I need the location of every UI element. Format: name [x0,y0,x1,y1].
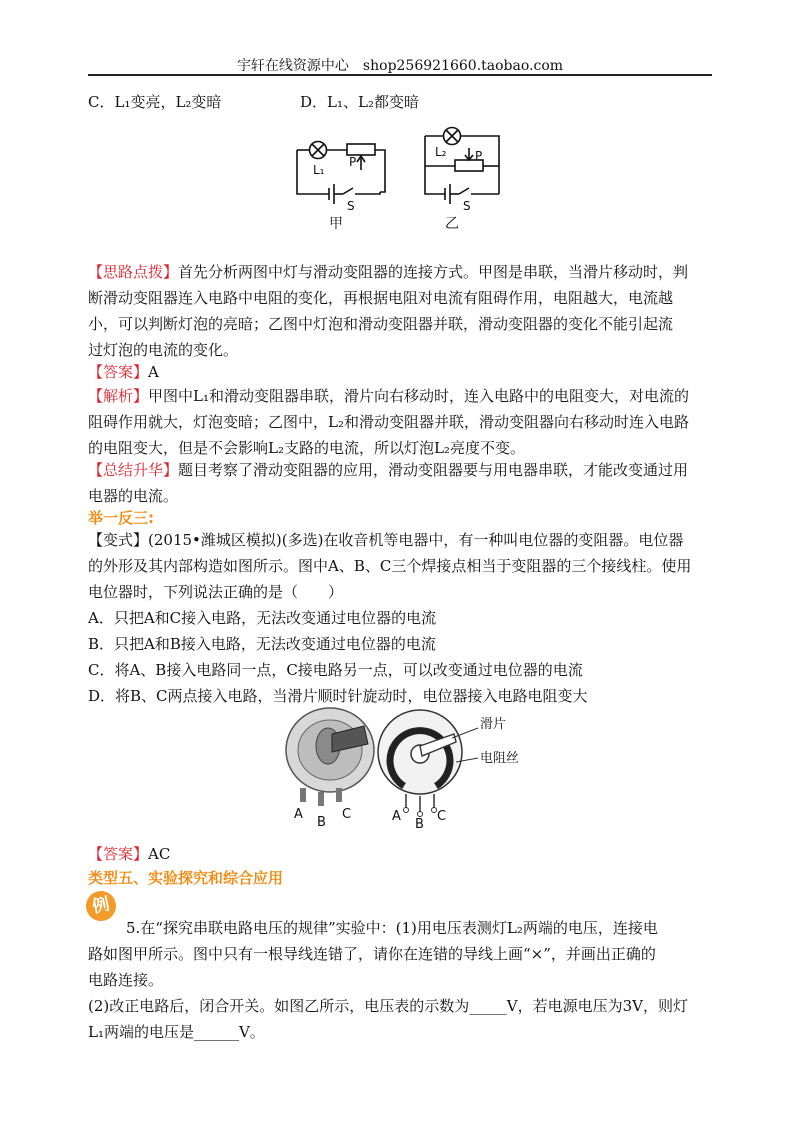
bianshi-line-2: 的外形及其内部构造如图所示。图中A、B、C三个焊接点相当于变阻器的三个接线柱。使用 [88,557,692,575]
switch-icon [459,188,469,194]
jiexi-line-3: 的电阻变大，但是不会影响L₂支路的电流，所以灯泡L₂亮度不变。 [88,439,525,457]
rheostat-icon [347,144,375,155]
label-b-left: B [317,815,326,830]
option-c: C．L₁变亮，L₂变暗 [88,93,222,111]
circuit-jia [297,142,385,205]
potentiometer-exterior [286,708,374,806]
practice-answer [88,844,170,864]
label-l2: L₂ [435,145,447,159]
label-jia: 甲 [329,216,343,232]
circuit-yi [425,128,499,205]
label-a-left: A [294,807,303,822]
silu-line-3: 小，可以判断灯泡的亮暗；乙图中灯泡和滑动变阻器并联，滑动变阻器的变化不能引起流 [88,315,674,333]
example-badge: 例 [83,888,119,924]
potentiometer-figure [280,700,540,830]
potentiometer-interior [378,710,478,817]
bianshi-line-3: 电位器时，下列说法正确的是（ ） [88,583,344,601]
header-rule [88,74,712,76]
option-d: D．L₁、L₂都变暗 [300,93,419,111]
silu-line-1: 【思路点拨】首先分析两图中灯与滑动变阻器的连接方式。甲图是串联，当滑片移动时，判 [88,263,689,281]
label-s2: S [463,199,471,213]
label-b-right: B [415,817,424,830]
practice-option-b: B．只把A和B接入电路，无法改变通过电位器的电流 [88,635,436,653]
jiexi-line-1: 【解析】甲图中L₁和滑动变阻器串联，滑片向右移动时，连入电路中的电阻变大，对电流的 [88,387,689,405]
practice-answer-tag: 【答案】 [88,845,149,863]
jiexi-line-2: 阻碍作用就大，灯泡变暗；乙图中，L₂和滑动变阻器并联，滑动变阻器向右移动时连入电路 [88,413,689,431]
zongjie-tag: 【总结升华】 [88,461,179,479]
page-header: 宇轩在线资源中心 shop256921660.taobao.com [236,58,564,74]
silu-tag: 【思路点拨】 [88,263,179,281]
label-p2: P [475,149,483,163]
silu-line-4: 过灯泡的电流的变化。 [88,341,239,359]
label-c-left: C [342,807,352,822]
practice-answer-value: AC [148,845,171,863]
practice-option-d: D．将B、C两点接入电路，当滑片顺时针旋动时，电位器接入电路电阻变大 [88,687,588,705]
answer-value: A [148,363,159,381]
practice-option-c: C．将A、B接入电路同一点，C接电路另一点，可以改变通过电位器的电流 [88,661,583,679]
practice-option-a: A．只把A和C接入电路，无法改变通过电位器的电流 [88,609,437,627]
label-s1: S [347,199,355,213]
section5-line-4: (2)改正电路后，闭合开关。如图乙所示，电压表的示数为_____V，若电源电压为3V，则灯 [88,997,688,1015]
label-yi: 乙 [445,216,459,232]
label-p1: P [349,155,357,169]
switch-icon [343,188,353,194]
label-dianzusi: 电阻丝 [480,751,520,766]
zongjie-line-1: 【总结升华】题目考察了滑动变阻器的应用，滑动变阻器要与用电器串联，才能改变通过用 [88,461,689,479]
answer-line-1 [88,362,159,382]
answer-tag: 【答案】 [88,363,149,381]
silu-line-2: 断滑动变阻器连入电路中电阻的变化，再根据电阻对电流有阻碍作用，电阻越大，电流越 [88,289,674,307]
jiexi-tag: 【解析】 [88,387,149,405]
label-c-right: C [437,809,447,824]
section5-line-2: 路如图甲所示。图中只有一根导线连错了，请你在连错的导线上画“×”，并画出正确的 [88,945,656,963]
label-l1: L₁ [313,163,325,177]
label-a-right: A [392,809,401,824]
circuit-diagrams [285,122,530,234]
section5-line-3: 电路连接。 [88,971,164,989]
section5-line-1: 5.在“探究串联电路电压的规律”实验中：(1)用电压表测灯L₂两端的电压，连接电 [126,919,658,937]
section5-line-5: L₁两端的电压是______V。 [88,1023,265,1041]
zongjie-line-2: 电器的电流。 [88,487,179,505]
label-huapian: 滑片 [480,717,507,732]
practice-title: 举一反三: [88,509,154,527]
section5-title: 类型五、实验探究和综合应用 [88,869,284,887]
bianshi-line-1: 【变式】(2015•潍城区模拟)(多选)在收音机等电器中，有一种叫电位器的变阻器。电位器 [88,531,684,549]
